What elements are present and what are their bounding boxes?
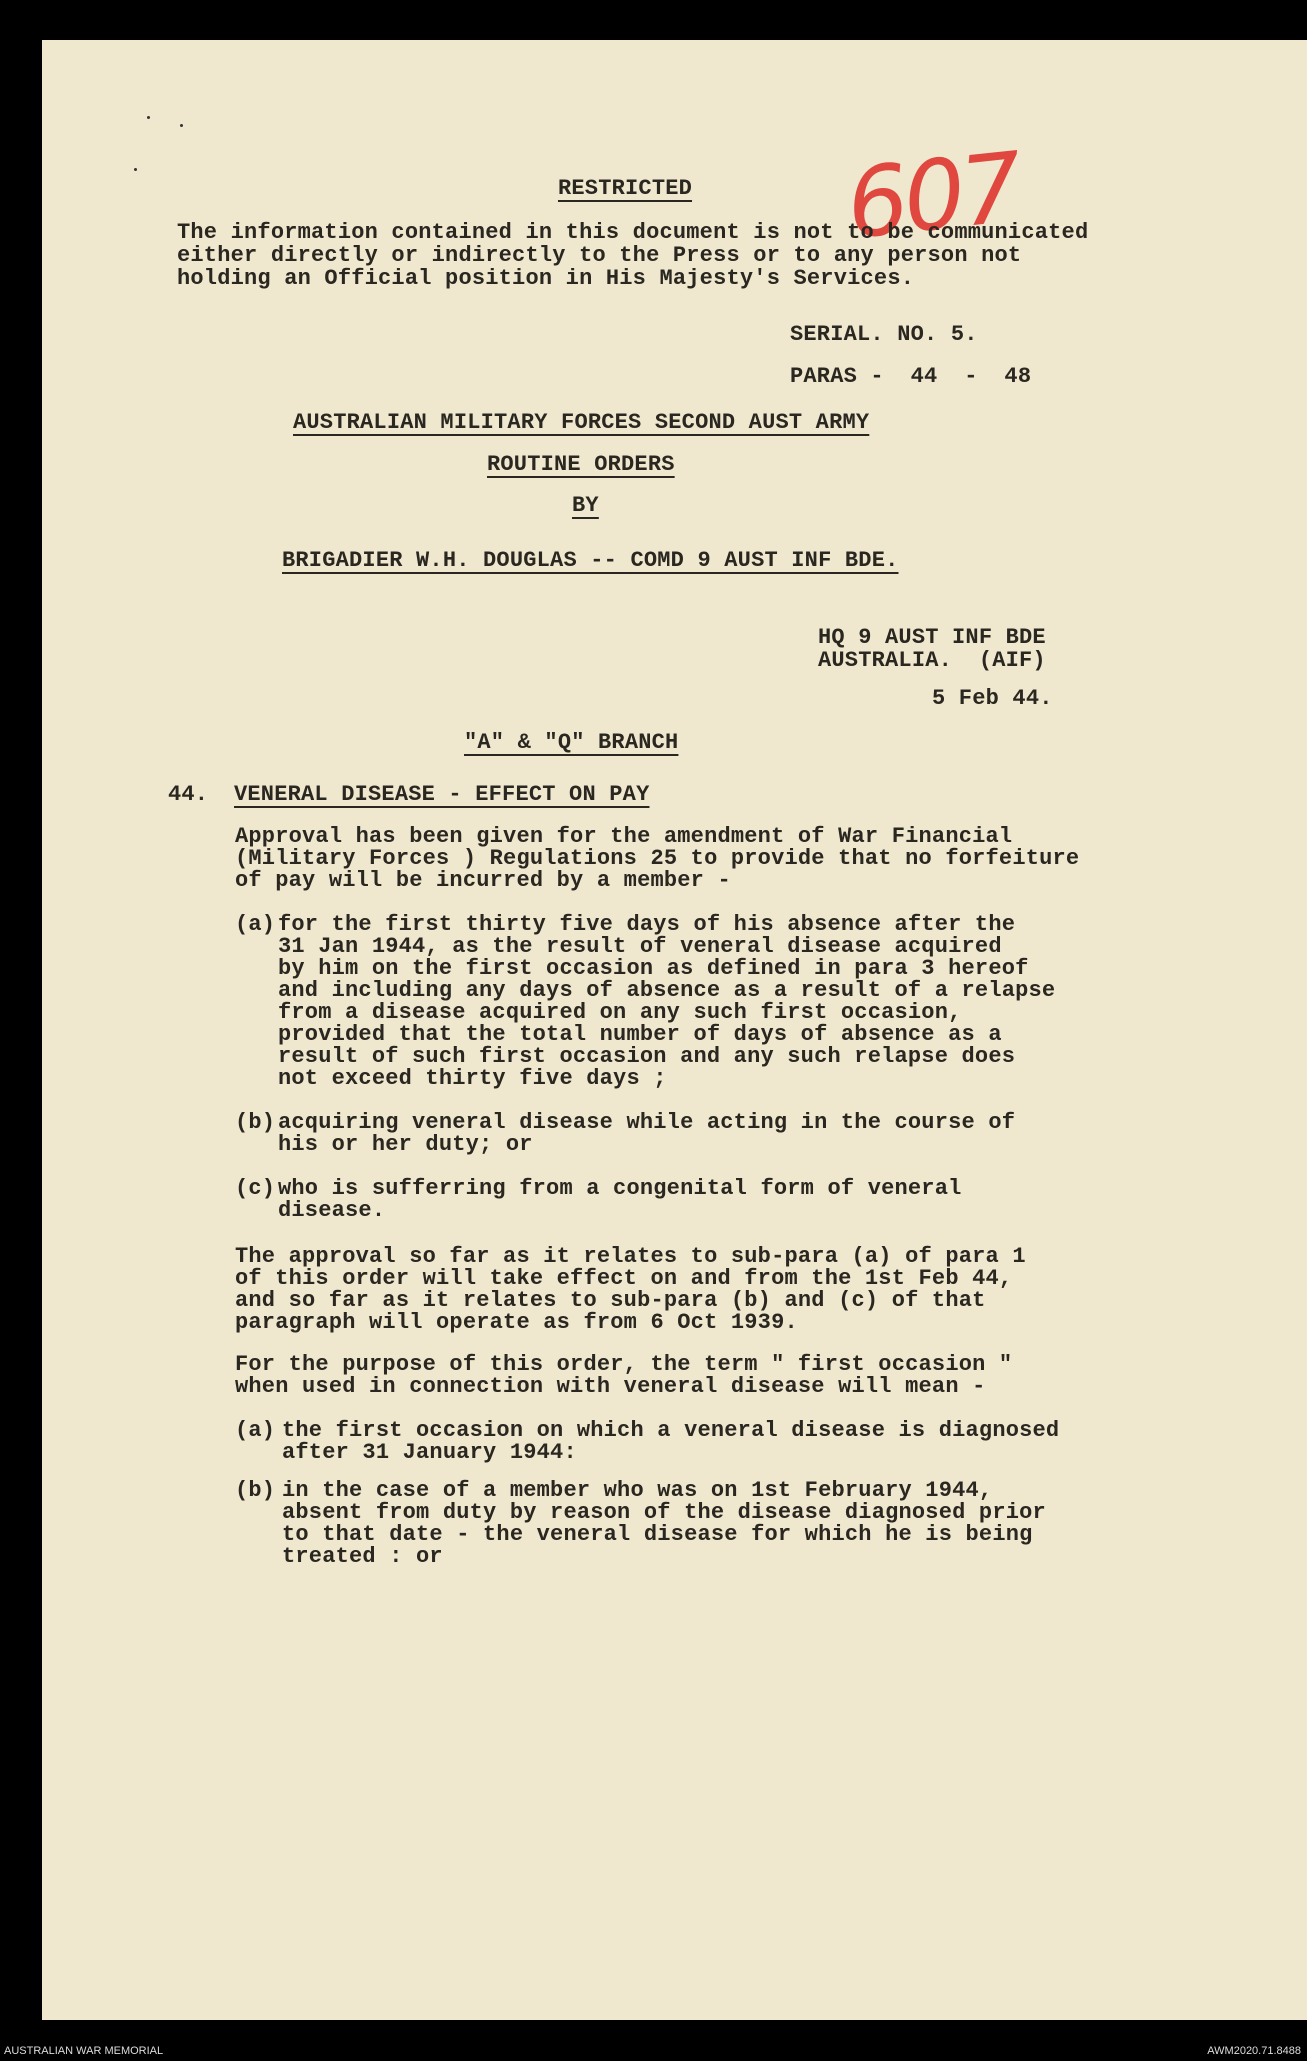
def-b-label: (b)	[235, 1478, 276, 1503]
restricted-heading: RESTRICTED	[558, 176, 693, 201]
def-a-line-2: after 31 January 1944:	[282, 1440, 577, 1465]
item-c-line-2: disease.	[278, 1198, 386, 1223]
item-b-line-1: acquiring veneral disease while acting in the course of	[278, 1110, 1016, 1135]
serial-number: SERIAL. NO. 5.	[790, 322, 978, 347]
approval-line-3: and so far as it relates to sub-para (b) and (c) of that	[235, 1288, 986, 1313]
item-a-line-2: 31 Jan 1944, as the result of veneral disease acquired	[278, 934, 1002, 959]
def-a-label: (a)	[235, 1418, 276, 1443]
def-b-line-4: treated : or	[282, 1544, 443, 1569]
title-line-3: BY	[572, 493, 599, 518]
title-line-4: BRIGADIER W.H. DOUGLAS -- COMD 9 AUST INF BDE.	[282, 548, 899, 573]
approval-line-2: of this order will take effect on and from the 1st Feb 44,	[235, 1266, 1013, 1291]
approval-line-1: The approval so far as it relates to sub-para (a) of para 1	[235, 1244, 1026, 1269]
def-b-line-1: in the case of a member who was on 1st February 1944,	[282, 1478, 993, 1503]
item-b-line-2: his or her duty; or	[278, 1132, 533, 1157]
item-a-line-3: by him on the first occasion as defined in para 3 hereof	[278, 956, 1029, 981]
def-b-line-3: to that date - the veneral disease for which he is being	[282, 1522, 1033, 1547]
item-a-line-4: and including any days of absence as a result of a relapse	[278, 978, 1056, 1003]
branch-heading: "A" & "Q" BRANCH	[464, 730, 679, 755]
ink-speck	[147, 116, 150, 119]
item-b-label: (b)	[235, 1110, 276, 1135]
ink-speck	[180, 124, 183, 127]
handwritten-number: 607	[841, 131, 1024, 261]
section-heading: VENERAL DISEASE - EFFECT ON PAY	[234, 782, 650, 807]
item-a-line-8: not exceed thirty five days ;	[278, 1066, 667, 1091]
intro-line-2: (Military Forces ) Regulations 25 to provide that no forfeiture	[235, 846, 1080, 871]
item-a-line-7: result of such first occasion and any such relapse does	[278, 1044, 1016, 1069]
def-b-line-2: absent from duty by reason of the disease diagnosed prior	[282, 1500, 1046, 1525]
intro-line-3: of pay will be incurred by a member -	[235, 868, 731, 893]
intro-line-1: Approval has been given for the amendment of War Financial	[235, 824, 1013, 849]
section-number: 44.	[168, 782, 209, 807]
item-a-line-6: provided that the total number of days of absence as a	[278, 1022, 1002, 1047]
address-date: 5 Feb 44.	[932, 686, 1053, 711]
purpose-line-1: For the purpose of this order, the term " first occasion "	[235, 1352, 1013, 1377]
address-line-2: AUSTRALIA. (AIF)	[818, 648, 1046, 673]
notice-line-3: holding an Official position in His Majesty's Services.	[177, 266, 915, 291]
item-a-line-5: from a disease acquired on any such first occasion,	[278, 1000, 962, 1025]
item-c-line-1: who is sufferring from a congenital form of veneral	[278, 1176, 962, 1201]
title-line-1: AUSTRALIAN MILITARY FORCES SECOND AUST ARMY	[293, 410, 870, 435]
notice-line-1: The information contained in this document is not to be communicated	[177, 220, 1089, 245]
title-line-2: ROUTINE ORDERS	[487, 452, 675, 477]
paras-range: PARAS - 44 - 48	[790, 364, 1032, 389]
address-line-1: HQ 9 AUST INF BDE	[818, 625, 1046, 650]
document-page	[42, 40, 1307, 2020]
ink-speck	[134, 168, 137, 171]
def-a-line-1: the first occasion on which a veneral disease is diagnosed	[282, 1418, 1060, 1443]
item-a-label: (a)	[235, 912, 276, 937]
notice-line-2: either directly or indirectly to the Press or to any person not	[177, 243, 1022, 268]
footer-accession-id: AWM2020.71.8488	[1207, 2045, 1301, 2057]
footer-archive-name: AUSTRALIAN WAR MEMORIAL	[4, 2045, 164, 2057]
purpose-line-2: when used in connection with veneral disease will mean -	[235, 1374, 986, 1399]
item-c-label: (c)	[235, 1176, 276, 1201]
item-a-line-1: for the first thirty five days of his absence after the	[278, 912, 1016, 937]
approval-line-4: paragraph will operate as from 6 Oct 1939.	[235, 1310, 798, 1335]
